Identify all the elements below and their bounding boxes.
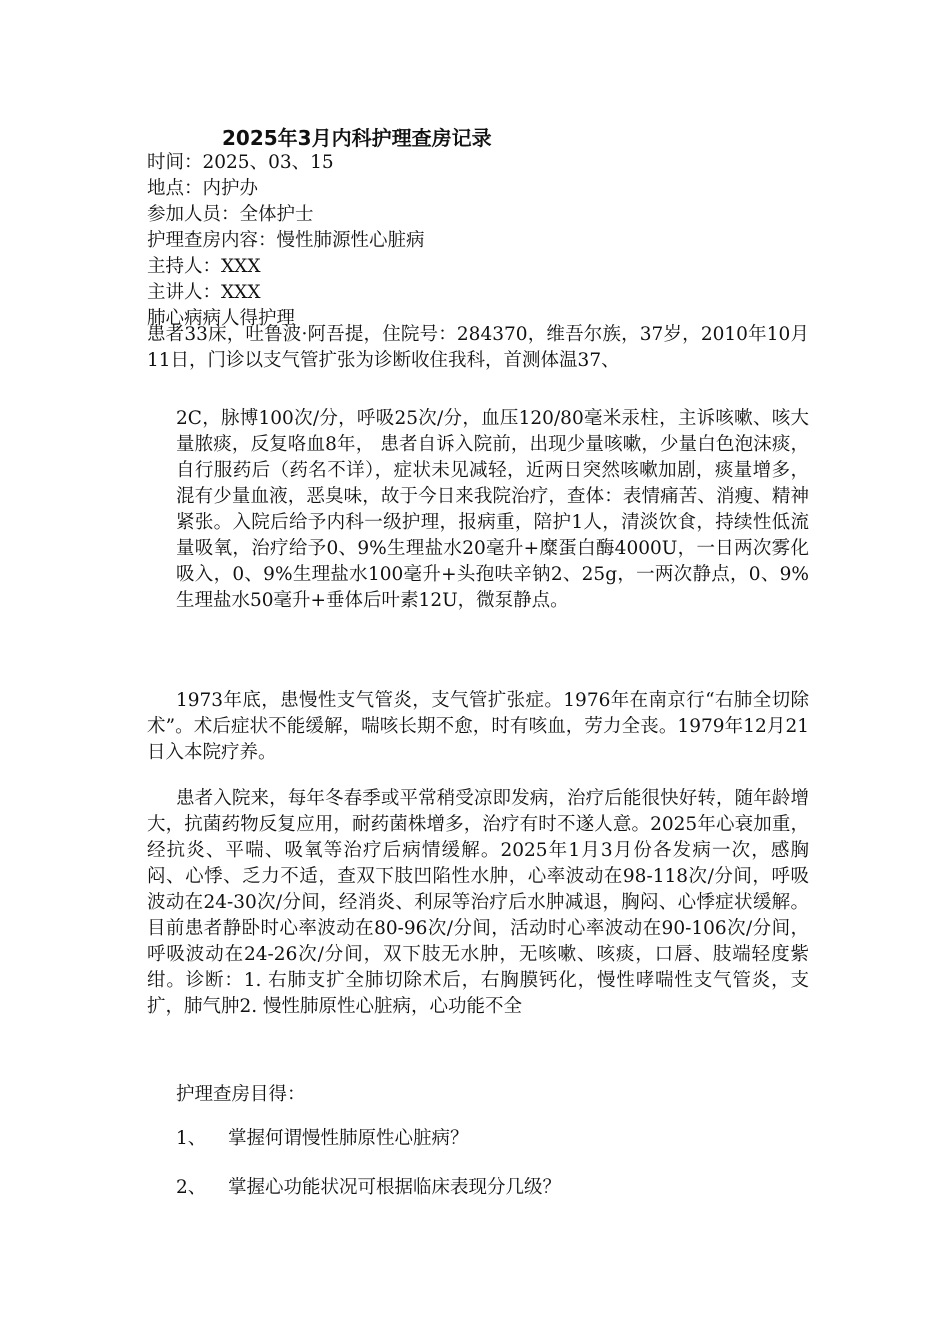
question-number: 1、 bbox=[176, 1128, 207, 1149]
document-title: 2025年3月内科护理查房记录 bbox=[222, 126, 492, 150]
question-item bbox=[176, 1175, 561, 1201]
meta-host: 主持人：XXX bbox=[147, 256, 261, 277]
section-heading: 肺心病病人得护理 bbox=[147, 308, 296, 329]
admission-paragraph: 2C，脉博100次/分，呼吸25次/分，血压120/80毫米汞柱，主诉咳嗽、咳大量脓痰，反复咯血8年， 患者自诉入院前，出现少量咳嗽，少量白色泡沫痰，自行服药后（药名不详），症状未见减轻，近两日突然咳嗽加剧，痰量增多，混有少量血液，恶臭味，故于今日来我院治疗，查体：表情痛苦、消瘦、精神紧张。入院后给予内科一级护理，报病重，陪护1人，清淡饮食，持续性低流量吸氧，治疗给予0、9%生理盐水20毫升+糜蛋白酶4000U，一日两次雾化吸入，0、9%生理盐水100毫升+头孢呋辛钠2、25g，一两次静点，0、9%生理盐水50毫升+垂体后叶素12U，微泵静点。 bbox=[176, 408, 809, 611]
course-paragraph: 患者入院来，每年冬春季或平常稍受凉即发病，治疗后能很快好转，随年龄增大，抗菌药物反复应用，耐药菌株增多，治疗有时不遂人意。2025年心衰加重，经抗炎、平喘、吸氧等治疗后病情缓解。2025年1月3月份各发病一次，感胸闷、心悸、乏力不适，查双下肢凹陷性水肿，心率波动在98-118次/分间，呼吸波动在24-30次/分间，经消炎、利尿等治疗后水肿减退，胸闷、心悸症状缓解。目前患者静卧时心率波动在80-96次/分间，活动时心率波动在90-106次/分间，呼吸波动在24-26次/分间，双下肢无水肿，无咳嗽、咳痰，口唇、肢端轻度紫绀。诊断：1. 右肺支扩全肺切除术后，右胸膜钙化，慢性哮喘性支气管炎，支扩，肺气肿2. 慢性肺原性心脏病，心功能不全 bbox=[147, 788, 809, 1017]
question-text: 掌握何谓慢性肺原性心脏病？ bbox=[228, 1128, 469, 1149]
meta-topic: 护理查房内容：慢性肺源性心脏病 bbox=[147, 230, 425, 251]
purpose-heading: 护理查房目得： bbox=[176, 1084, 306, 1105]
meta-block bbox=[147, 150, 425, 332]
meta-time: 时间：2025、03、15 bbox=[147, 152, 334, 173]
question-number: 2、 bbox=[176, 1177, 207, 1198]
patient-intro-paragraph: 患者33床，吐鲁波·阿吾提，住院号：284370，维吾尔族，37岁，2010年10月11日，门诊以支气管扩张为诊断收住我科，首测体温37、 bbox=[147, 324, 809, 371]
meta-location: 地点：内护办 bbox=[147, 178, 259, 199]
history-paragraph: 1973年底，患慢性支气管炎，支气管扩张症。1976年在南京行“右肺全切除术”。术后症状不能缓解，喘咳长期不愈，时有咳血，劳力全丧。1979年12月21日入本院疗养。 bbox=[147, 690, 809, 763]
meta-speaker: 主讲人：XXX bbox=[147, 282, 261, 303]
question-text: 掌握心功能状况可根据临床表现分几级？ bbox=[228, 1177, 562, 1198]
meta-participants: 参加人员：全体护士 bbox=[147, 204, 314, 225]
question-item bbox=[176, 1126, 469, 1152]
